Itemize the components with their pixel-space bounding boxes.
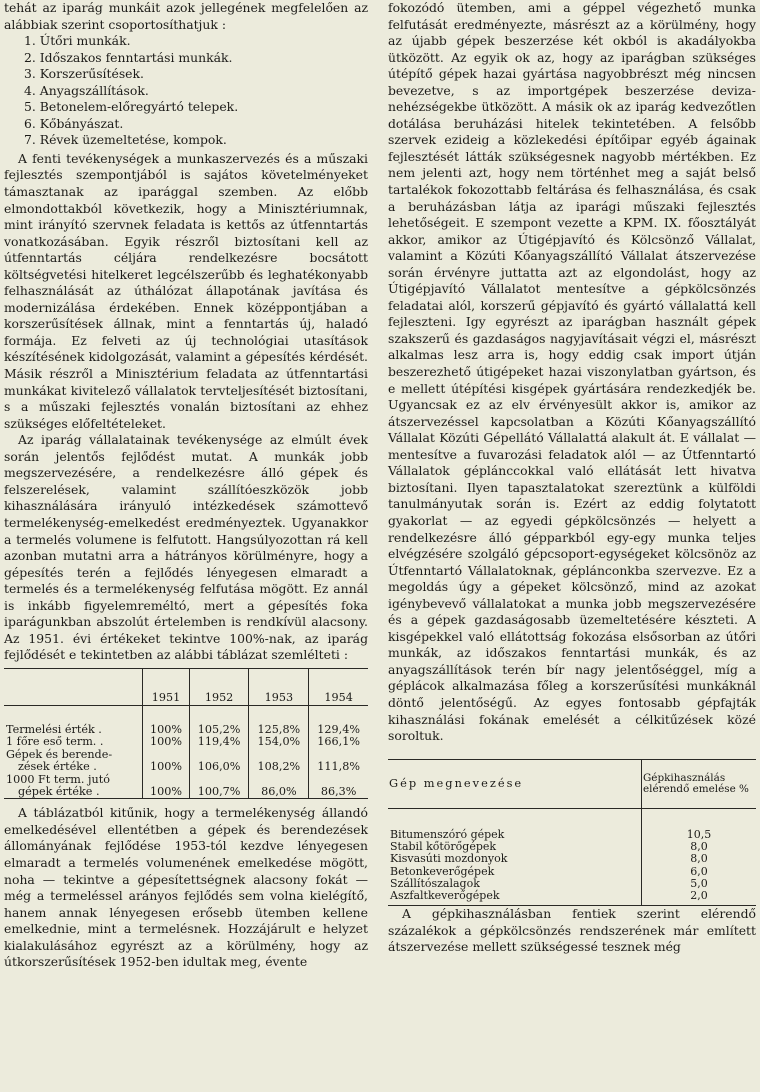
paragraph: A gépkihasználásban fentiek szerint elérendő százalékok a gépkölcsönzés rendszerének már említett átszervezése mellett szükségessé tesznek még [388, 906, 756, 955]
utilization-value: 8,0 [642, 853, 757, 865]
utilization-value: 6,0 [642, 866, 757, 878]
machine-name: Szállítószalagok [390, 876, 480, 890]
cell: 125,8% [249, 724, 309, 736]
cell: 166,1% [309, 736, 368, 748]
cell: 106,0% [189, 761, 249, 773]
cell: 108,2% [249, 761, 309, 773]
utilization-value: 10,5 [642, 829, 757, 841]
category-list [4, 33, 368, 149]
right-column [388, 0, 756, 956]
cell: 119,4% [189, 736, 249, 748]
utilization-value: 2,0 [642, 890, 757, 906]
paragraph: Az iparág vállalatainak tevékenysége az elmúlt évek során jelentős fejlődést mutat. A munkák jobb megszervezésére, a rendelkezésre álló gépek és felszerelések, valamint szállítóeszközök jobb kihasználására irányuló intézkedések számottevő termelékenység-emelkedést eredményeztek. Ugyanakkor a termelés volumene is felfutott. Hangsúlyozottan rá kell azonban mutatni arra a hátrányos körülményre, hogy a gépesítés terén a fejlődés lényegesen elmaradt a termelés és a termelékenység felfutása mögött. Ez annál is inkább figyelemreméltó, mert a gépesítés foka iparágunkban abszolút értelemben is rendkívül alacsony. Az 1951. évi értékeket tekintve 100%-nak, az iparág fejlődését e tekintetben az alábbi táblázat szemlélteti : [4, 432, 368, 663]
list-item: 2. Időszakos fenntartási munkák. [24, 49, 233, 65]
cell: 86,0% [249, 786, 309, 799]
table-header-year: 1952 [189, 668, 249, 705]
cell: 100,7% [189, 786, 249, 799]
machine-name: Stabil kőtörőgépek [390, 839, 497, 853]
table-row [388, 890, 756, 906]
machine-name: Bitumenszóró gépek [390, 827, 505, 841]
row-label: zések értéke . [18, 760, 97, 774]
machine-utilization-table [388, 759, 756, 907]
machine-name: Aszfaltkeverőgépek [388, 890, 642, 906]
utilization-value: 8,0 [642, 841, 757, 853]
row-label: 1 főre eső term. . [6, 735, 104, 749]
list-item: 5. Betonelem-előregyártó telepek. [24, 99, 239, 115]
list-item: 7. Révek üzemeltetése, kompok. [24, 132, 227, 148]
row-label: Termelési érték . [6, 722, 102, 736]
cell: 100% [143, 736, 189, 748]
table-row [4, 786, 368, 799]
list-item: 6. Kőbányászat. [24, 115, 124, 131]
table-row [4, 761, 368, 773]
cell: 86,3% [309, 786, 368, 799]
cell: 154,0% [249, 736, 309, 748]
row-label: Gépek és berende- [6, 747, 113, 761]
cell: 100% [143, 724, 189, 736]
table-row [388, 853, 756, 865]
paragraph: A táblázatból kitűnik, hogy a termelékenység állandó emelkedésével ellentétben a gépek és berendezések állományának fejlődése 1953-tól kezdve lényegesen elmaradt a termelés volumenének emelkedése mögött, noha — tekintve a gépesítettségnek alacsony fokát — még a termeléssel arányos fejlődés sem volna kielégítő, hanem annak lényegesen erősebb ütemben kellene emelkednie, mint a termelésnek. Hozzájárult e helyzet kialakulásához egyrészt az a körülmény, hogy az útkorszerűsítések 1952-ben idultak meg, évente [4, 805, 368, 970]
growth-table [4, 668, 368, 799]
table-row [4, 736, 368, 748]
table-header-utilization: Gépkihasználás elérendő emelése % [642, 759, 757, 808]
cell: 111,8% [309, 761, 368, 773]
list-item: 1. Útőri munkák. [24, 33, 131, 49]
table-header-year: 1953 [249, 668, 309, 705]
paragraph: A fenti tevékenységek a munkaszervezés és a műszaki fejlesztés szempontjából is sajátos követelményeket támasztanak az iparággal szemben. Az előbb elmondottakból következik, hogy a Minisztériumnak, mint irányító szervnek feladata is kettős az útfenntartás vonatkozásában. Egyik részről biztosítani kell az útfenntartás céljára rendelkezésre bocsátott költségvetési hitelkeret legcélszerűbb és leghatékonyabb felhasználását az úthálózat állapotának javítása és modernizálása érdekében. Ennek középpontjában a korszerűsítések állnak, mint a fenntartás új, haladó formája. Ez felveti az új technológiai utasítások készítésének kidolgozását, valamint a gépesítés kérdését. Másik részről a Minisztérium feladata az útfenntartási munkákat kivitelező vállalatok tervteljesítését biztosítani, s a műszaki fejlesztés vonalán biztosítani az ehhez szükséges előfeltételeket. [4, 150, 368, 431]
row-label: 1000 Ft term. jutó [6, 772, 110, 786]
table-header-year: 1951 [143, 668, 189, 705]
table-header-empty [4, 668, 143, 705]
row-label: gépek értéke . [4, 786, 143, 799]
left-column [4, 0, 368, 971]
intro-paragraph: tehát az iparág munkáit azok jellegének megfelelően az alábbiak szerint csoportosíthatjuk : [4, 0, 368, 32]
table-row [388, 866, 756, 878]
paragraph: fokozódó ütemben, ami a géppel végezhető munka felfutását eredményezte, másrészt az a körülmény, hogy az újabb gépek beszerzése két okból is akadályokba ütközött. Az egyik ok az, hogy az iparágban szükséges útépítő gépek hazai gyártása nagyobbrészt még nincsen bevezetve, s az importgépek beszerzése deviza-nehézségekbe ütközött. A másik ok az iparág kedvezőtlen dotálása beruházási hitelek tekintetében. A felsőbb szervek ezideig a közlekedési építőipar egyéb ágainak fejlesztését látták szükségesnek nagyobb mértékben. Ez nem jelenti azt, hogy nem történhet meg a saját belső tartalékok fokozottabb feltárása és felhasználása, és csak a beruházásban látja az iparági műszaki fejlesztés lehetőségeit. E szempont vezette a KPM. IX. főosztályát akkor, amikor az Útigépjavító és Kölcsönző Vállalat, valamint a Közúti Kőanyagszállító Vállalat átszervezése során érvényre juttatta azt az elgondolást, hogy az Útigépjavító Vállalatot mentesítve a gépkölcsönzés feladatai alól, korszerű gépjavító és gyártó vállalattá kell fejleszteni. Igy egyrészt az iparágban használt gépek szakszerű és gazdaságos nagyjavításait végzi el, másrészt alkalmas lesz arra is, hogy eddig csak import útján beszerezhető útigépeket hazai viszonylatban gyártson, és e mellett útépítési kisgépek gyártására rendezkedjék be. Ugyancsak ez az elv érvényesült akkor is, amikor az átszervezéssel kapcsolatban a Közúti Kőanyagszállító Vállalat Közúti Gépellátó Vállalattá alakult át. E vállalat — mentesítve a fuvarozási feladatok alól — az Útfenntartó Vállalatok géplánccokkal való ellátását lett hivatva biztosítani. Ilyen tapasztalatokat szereztünk a külföldi tanulmányutak során is. Ezért az eddig folytatott gyakorlat — az egyedi gépkölcsönzés — helyett a rendelkezésre álló gépparkból egy-egy munka teljes elvégzésére szolgáló gépcsoport-egységeket kölcsönöz az Útfenntartó Vállalatoknak, géplánconkba szervezve. Ez a megoldás úgy a gépeket kölcsönző, mind az azokat igénybevevő vállalatokat a munka jobb megszervezésére és a gépek gazdaságosabb üzemeltetésére készteti. A kisgépekkel való ellátottság fokozása elsősorban az útőri munkák, az időszakos fenntartási munkák, és az anyagszállítások terén bír nagy jelentőséggel, míg a géplácok alkalmazása főleg a korszerűsítési munkáknál döntő jelentőségű. Az egyes fontosabb gépfajták kihasználási fokának emelését a célkitűzések közé soroltuk. [388, 0, 756, 744]
machine-name: Kisvasúti mozdonyok [390, 852, 508, 866]
cell: 129,4% [309, 724, 368, 736]
table-header-year: 1954 [309, 668, 368, 705]
cell: 100% [143, 786, 189, 799]
list-item: 4. Anyagszállítások. [24, 82, 149, 98]
list-item: 3. Korszerűsítések. [24, 66, 144, 82]
table-header-machine: Gép megnevezése [388, 759, 642, 808]
machine-name: Betonkeverőgépek [390, 864, 495, 878]
utilization-value: 5,0 [642, 878, 757, 890]
cell: 105,2% [189, 724, 249, 736]
cell: 100% [143, 761, 189, 773]
growth-table-wrap [4, 668, 368, 799]
